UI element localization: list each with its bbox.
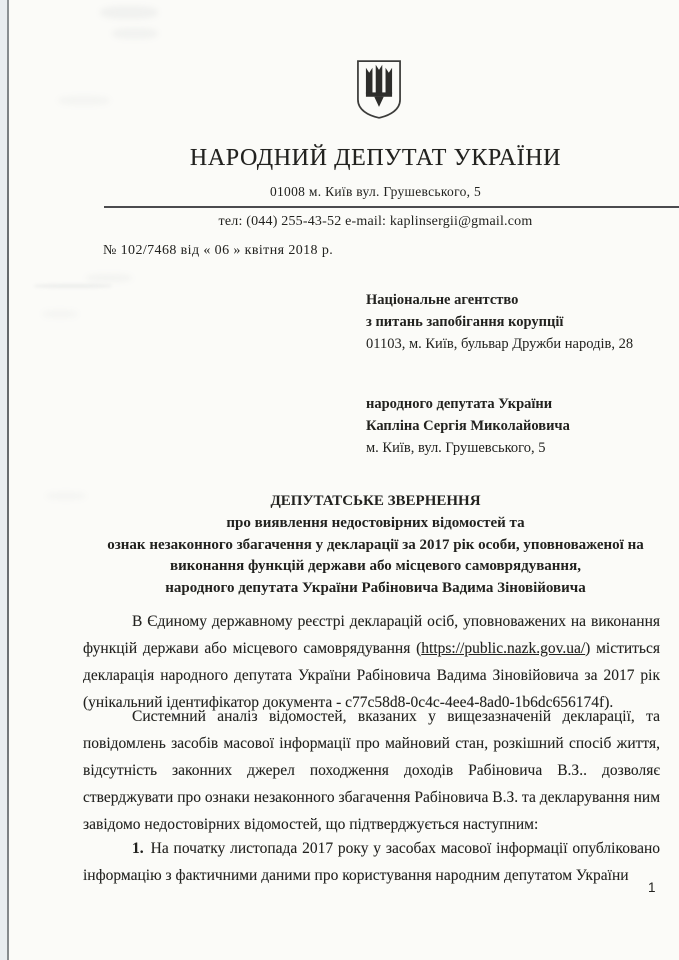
scan-artifact (42, 310, 78, 318)
document-title (72, 491, 679, 600)
nazk-registry-link: https://public.nazk.gov.ua/ (421, 640, 586, 657)
document-title-line: про виявлення недостовірних відомостей та (226, 514, 525, 531)
document-title-line: ознак незаконного збагачення у декларації за 2017 рік особи, уповноваженої на (107, 536, 644, 553)
sender-address: м. Київ, вул. Грушевського, 5 (366, 440, 546, 456)
scan-margin-strip (0, 0, 7, 960)
document-title-line: виконання функцій держави або місцевого самоврядування, (170, 558, 581, 575)
scan-artifact (100, 6, 158, 19)
paragraph-text: В Єдиному державному реєстрі декларацій осіб, уповноважених на виконання функцій держави або місцевого самоврядування ( (83, 613, 660, 657)
page-number: 1 (648, 880, 656, 895)
scan-artifact (86, 274, 132, 282)
scan-artifact (58, 96, 110, 105)
paragraph-analysis: Системний аналіз відомостей, вказаних у вищезазначеній декларації, та повідомлень засобів масової інформації про майновий стан, розкішний спосіб життя, відсутність законних джерел походження доходів Рабіновича В.З.. дозволяє стверджувати про ознаки незаконного збагачення Рабіновича В.З. та декларування ним завідомо недостовірних відомостей, що підтверджується наступним: (83, 708, 660, 833)
recipient-block (366, 289, 633, 355)
recipient-line: Національне агентство (366, 292, 519, 308)
header-divider (104, 206, 679, 208)
document-title-line: народного депутата України Рабіновича Вадима Зіновійовича (165, 580, 586, 597)
scan-artifact (112, 28, 158, 39)
scan-edge-line (7, 0, 9, 960)
paragraph-item-1 (83, 835, 660, 889)
recipient-address: 01103, м. Київ, бульвар Дружби народів, 28 (366, 336, 634, 352)
paragraph-text: ) міститься декларація народного депутата України Рабіновича Вадима Зіновійовича за 2017 рік (унікальний ідентифікатор документа - c77c58d8-0c4c-4ee4-8ad0-1b6dc656174f). (83, 640, 661, 711)
document-title-line: ДЕПУТАТСЬКЕ ЗВЕРНЕННЯ (270, 493, 481, 509)
reference-number-line: № 102/7468 від « 06 » квітня 2018 р. (103, 243, 334, 258)
sender-line: народного депутата України (366, 396, 553, 412)
list-item-number: 1. (132, 840, 144, 857)
sender-block (366, 393, 570, 459)
org-title: НАРОДНИЙ ДЕПУТАТ УКРАЇНИ (189, 145, 562, 171)
scan-artifact (34, 284, 112, 288)
ukraine-trident-emblem-icon (348, 59, 410, 120)
recipient-line: з питань запобігання корупції (366, 314, 564, 330)
paragraph-text: На початку листопада 2017 року у засобах масової інформації опубліковано інформацію з фактичними даними про користування народним депутатом України (83, 840, 660, 884)
contact-line: тел: (044) 255-43-52 e-mail: kaplinsergii@gmail.com (218, 214, 533, 229)
paragraph-registry (83, 608, 660, 716)
sender-name: Капліна Сергія Миколайовича (366, 418, 570, 434)
org-address: 01008 м. Київ вул. Грушевського, 5 (269, 184, 482, 199)
